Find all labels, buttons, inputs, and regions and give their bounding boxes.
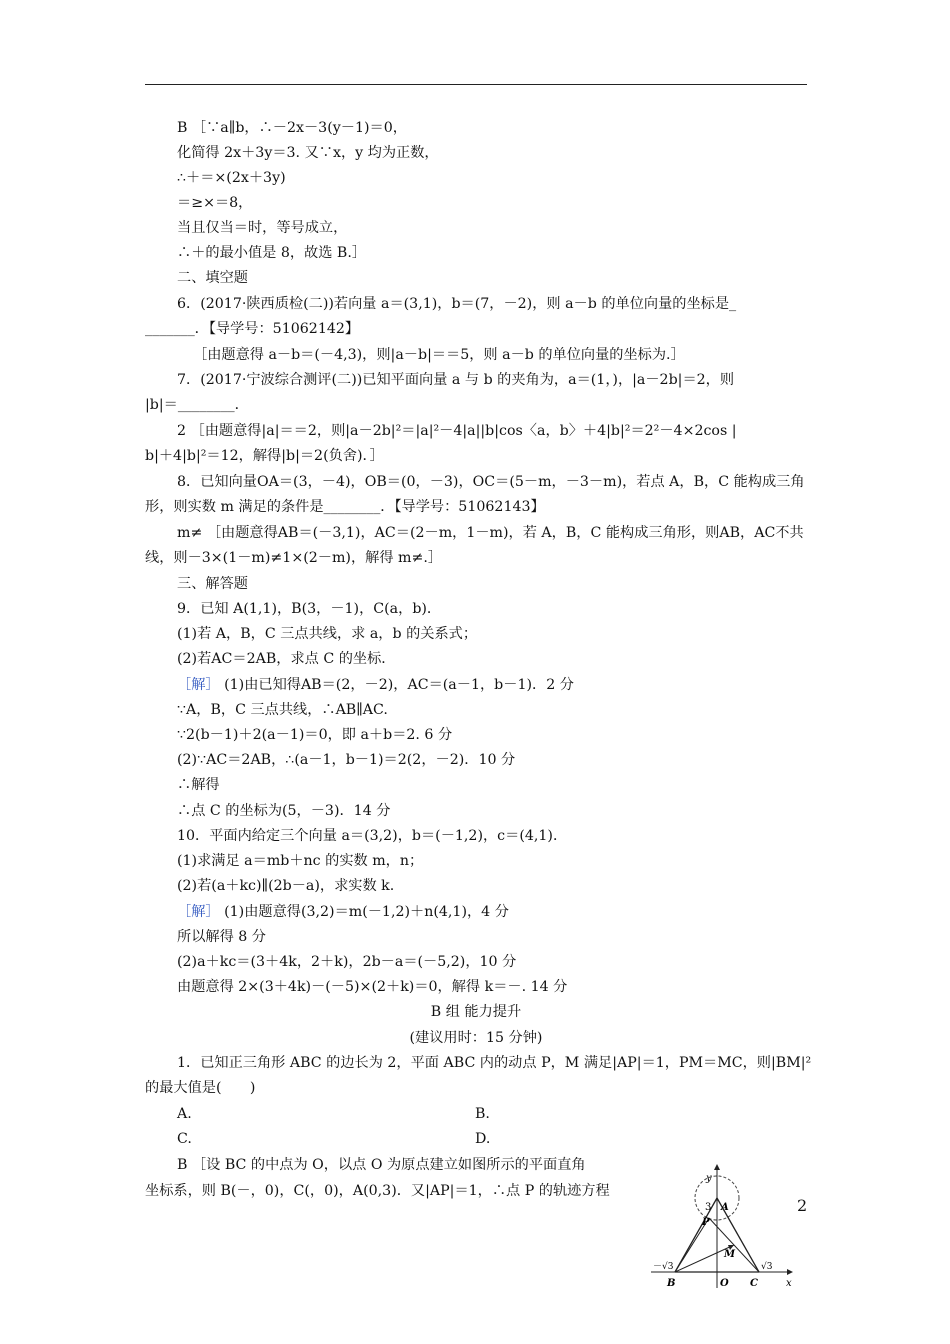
header-rule xyxy=(145,84,807,85)
y-axis-arrow xyxy=(714,1164,720,1170)
label-neg-sqrt3: －√3 xyxy=(653,1262,674,1272)
label-y: y xyxy=(706,1173,712,1184)
time-note: (建议用时：15 分钟) xyxy=(409,1030,543,1046)
solution-label: ［解］ xyxy=(177,677,220,693)
solution-line xyxy=(177,675,574,695)
question-line: _______．【导学号：51062142】 xyxy=(145,321,360,337)
answer-line: 坐标系，则 B(－，0)，C(，0)，A(0,3)．又|AP|＝1，∴点 P 的轨迹方程 xyxy=(145,1183,610,1199)
solution-text: (1)由题意得(3,2)＝m(－1,2)＋n(4,1)，4 分 xyxy=(224,904,509,920)
option-c: C. xyxy=(177,1131,192,1147)
text-line: ∴＋＝×(2x＋3y) xyxy=(177,170,286,186)
solution-line: ∴解得 xyxy=(177,777,220,793)
solution-line: 所以解得 8 分 xyxy=(177,929,266,945)
answer-line: m≠ ［由题意得AB＝(－3,1)，AC＝(2－m，1－m)，若 A，B，C 能构成三角形，则AB，AC不共 xyxy=(177,525,804,541)
question-line: 形，则实数 m 满足的条件是________．【导学号：51062143】 xyxy=(145,499,545,515)
question-line: 8．已知向量OA＝(3，－4)，OB＝(0，－3)，OC＝(5－m，－3－m)，若点 A，B，C 能构成三角 xyxy=(177,474,805,490)
answer-line: ［由题意得 a－b＝(－4,3)，则|a－b|＝＝5，则 a－b 的单位向量的坐标为.］ xyxy=(193,347,685,363)
label-p: P xyxy=(702,1217,710,1228)
question-line: |b|＝________． xyxy=(145,397,249,413)
label-three: 3 xyxy=(705,1202,712,1213)
question-line: 10．平面内给定三个向量 a＝(3,2)，b＝(－1,2)，c＝(4,1)． xyxy=(177,828,568,844)
solution-line: ∵2(b－1)＋2(a－1)＝0，即 a＋b＝2. 6 分 xyxy=(177,727,453,743)
answer-line: b|＋4|b|²＝12，解得|b|＝2(负舍)．］ xyxy=(145,448,384,464)
label-m: M xyxy=(724,1249,736,1260)
label-sqrt3: √3 xyxy=(761,1262,773,1272)
coordinate-figure xyxy=(645,1162,795,1292)
option-b: B. xyxy=(475,1106,490,1122)
solution-line: 由题意得 2×(3＋4k)－(－5)×(2＋k)＝0，解得 k＝－. 14 分 xyxy=(177,979,568,995)
text-line: B ［∵a∥b，∴－2x－3(y－1)＝0， xyxy=(177,120,407,136)
solution-label: ［解］ xyxy=(177,904,220,920)
question-line: 6．(2017·陕西质检(二))若向量 a＝(3,1)，b＝(7，－2)，则 a－b 的单位向量的坐标是_ xyxy=(177,296,737,312)
option-d: D. xyxy=(475,1131,491,1147)
text-line: ＝≥×＝8， xyxy=(177,195,253,211)
solution-text: (1)由已知得AB＝(2，－2)，AC＝(a－1，b－1)．2 分 xyxy=(224,677,574,693)
label-o: O xyxy=(720,1278,729,1289)
label-c: C xyxy=(750,1278,758,1289)
solution-line: (2)∵AC＝2AB，∴(a－1，b－1)＝2(2，－2)．10 分 xyxy=(177,752,516,768)
question-line: (1)若 A，B，C 三点共线，求 a，b 的关系式； xyxy=(177,626,478,642)
text-line: 当且仅当＝时，等号成立， xyxy=(177,220,348,236)
label-x: x xyxy=(786,1278,792,1289)
solution-line: ∴点 C 的坐标为(5，－3)．14 分 xyxy=(177,803,391,819)
section-heading: 三、解答题 xyxy=(177,576,248,592)
section-heading: 二、填空题 xyxy=(177,270,248,286)
solution-line xyxy=(177,902,509,922)
answer-line: B ［设 BC 的中点为 O，以点 O 为原点建立如图所示的平面直角 xyxy=(177,1157,586,1173)
question-line: 1．已知正三角形 ABC 的边长为 2，平面 ABC 内的动点 P，M 满足|AP|＝1，PM＝MC，则|BM|² xyxy=(177,1055,812,1071)
page-number: 2 xyxy=(797,1196,808,1215)
label-b: B xyxy=(667,1278,676,1289)
text-line: ∴＋的最小值是 8，故选 B.］ xyxy=(177,245,367,261)
question-line: (2)若(a＋kc)∥(2b－a)，求实数 k. xyxy=(177,878,395,894)
question-line: (2)若AC＝2AB，求点 C 的坐标． xyxy=(177,651,396,667)
question-line: (1)求满足 a＝mb＋nc 的实数 m，n； xyxy=(177,853,424,869)
answer-line: 2 ［由题意得|a|＝＝2，则|a－2b|²＝|a|²－4|a||b|cos〈a，b〉＋4|b|²＝2²－4×2cos | xyxy=(177,423,737,439)
question-line: 7．(2017·宁波综合测评(二))已知平面向量 a 与 b 的夹角为，a＝(1，)，|a－2b|＝2，则 xyxy=(177,372,735,388)
group-heading: B 组 能力提升 xyxy=(430,1004,522,1020)
option-a: A. xyxy=(177,1106,192,1122)
question-line: 的最大值是( ) xyxy=(145,1080,256,1096)
question-line: 9．已知 A(1,1)，B(3，－1)，C(a，b)． xyxy=(177,601,442,617)
x-axis-arrow xyxy=(787,1269,793,1275)
label-a: A xyxy=(721,1202,729,1213)
solution-line: ∵A，B，C 三点共线，∴AB∥AC. xyxy=(177,702,388,718)
answer-line: 线，则－3×(1－m)≠1×(2－m)，解得 m≠.］ xyxy=(145,550,443,566)
text-line: 化简得 2x＋3y＝3. 又∵x，y 均为正数， xyxy=(177,145,439,161)
solution-line: (2)a＋kc＝(3＋4k，2＋k)，2b－a＝(－5,2)，10 分 xyxy=(177,954,517,970)
